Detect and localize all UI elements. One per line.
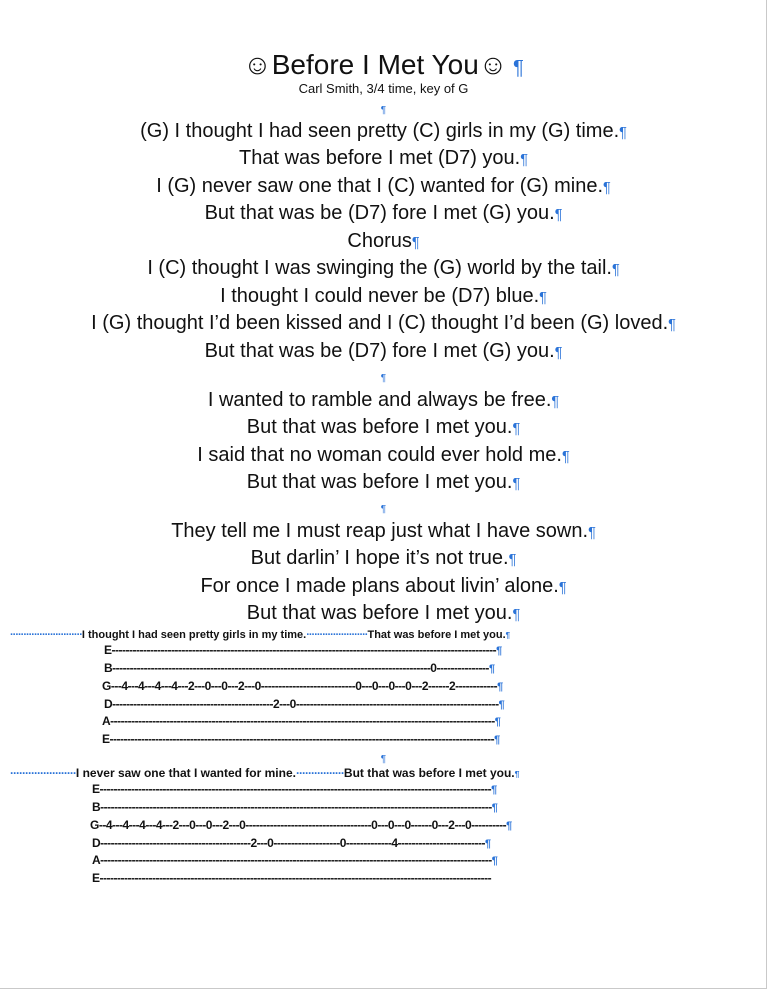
pilcrow-mark: ¶ [496, 645, 502, 657]
song-title [0, 48, 767, 85]
song-subtitle-text: Carl Smith, 3/4 time, key of G [298, 81, 469, 96]
guitar-tab-string: D-------------------------------------------2---0-------------------0-------------4-------------------------¶ [92, 836, 491, 850]
song-title-text: Before I Met You [271, 49, 479, 80]
smiley-icon: ☺ [478, 49, 508, 80]
lyric-line: I said that no woman could ever hold me.¶ [197, 444, 570, 466]
guitar-tab-string: B----------------------------------------------------------------------------------------------------------------¶ [92, 800, 498, 814]
lyric-line: I thought I could never be (D7) blue.¶ [220, 285, 547, 307]
pilcrow-mark: ¶ [411, 235, 420, 251]
lyric-line: But that was before I met you.¶ [246, 602, 521, 624]
pilcrow-mark: ¶ [494, 734, 500, 746]
pilcrow-mark: ¶ [488, 663, 495, 675]
pilcrow-mark: ¶ [539, 290, 547, 306]
pilcrow-mark: ¶ [554, 345, 563, 361]
pilcrow-mark: ¶ [491, 855, 498, 867]
tab-leader: ······················ [10, 766, 76, 780]
pilcrow-mark: ¶ [603, 180, 611, 196]
lyric-line: I (C) thought I was swinging the (G) world by the tail.¶ [147, 257, 620, 279]
pilcrow-mark: ¶ [497, 681, 503, 693]
guitar-tab-string: E--------------------------------------------------------------------------------------------------------------¶ [102, 732, 500, 746]
blank-paragraph [0, 368, 767, 387]
pilcrow-mark: ¶ [512, 421, 521, 437]
pilcrow-mark: ¶ [619, 125, 627, 141]
guitar-tab-string: A--------------------------------------------------------------------------------------------------------------¶ [102, 714, 501, 728]
lyric-line: But that was before I met you.¶ [246, 416, 521, 438]
tab-leader: ··························· [10, 629, 82, 641]
tab-leader: ················ [295, 766, 344, 780]
pilcrow-mark: ¶ [512, 607, 521, 623]
pilcrow-mark: ¶ [520, 152, 528, 168]
blank-paragraph [0, 499, 767, 518]
pilcrow-mark: ¶ [505, 631, 511, 640]
lyric-line: But that was be (D7) fore I met (G) you.¶ [204, 340, 563, 362]
pilcrow-mark: ¶ [380, 504, 387, 515]
guitar-tab-string: E---------------------------------------------------------------------------------------------------------------- [92, 871, 492, 885]
guitar-tab-string: B-------------------------------------------------------------------------------------------0---------------¶ [104, 661, 495, 675]
song-subtitle [0, 81, 767, 97]
pilcrow-mark: ¶ [491, 784, 497, 796]
guitar-tab-string: E----------------------------------------------------------------------------------------------------------------¶ [92, 782, 497, 796]
smiley-icon: ☺ [243, 49, 272, 80]
lyric-line: I (G) thought I’d been kissed and I (C) thought I’d been (G) loved.¶ [91, 312, 676, 334]
pilcrow-mark: ¶ [508, 552, 517, 568]
pilcrow-mark: ¶ [494, 716, 501, 728]
pilcrow-mark: ¶ [498, 699, 505, 711]
pilcrow-mark: ¶ [380, 105, 387, 116]
tab-header: ······················I never saw one that I wanted for mine.················But that was before I met you.¶ [10, 766, 520, 780]
pilcrow-mark: ¶ [588, 525, 596, 541]
lyric-line: But that was before I met you.¶ [246, 471, 521, 493]
pilcrow-mark: ¶ [506, 820, 512, 832]
pilcrow-mark: ¶ [668, 317, 676, 333]
pilcrow-mark: ¶ [514, 769, 520, 779]
lyric-line: But darlin’ I hope it’s not true.¶ [250, 547, 517, 569]
tab-header: ···························I thought I had seen pretty girls in my time.·······················That was before I met you.¶ [10, 629, 511, 641]
pilcrow-mark: ¶ [554, 207, 563, 223]
lyric-line: That was before I met (D7) you.¶ [239, 147, 528, 169]
pilcrow-mark: ¶ [380, 373, 387, 384]
pilcrow-mark: ¶ [558, 580, 567, 596]
pilcrow-mark: ¶ [507, 57, 524, 79]
lyric-line: They tell me I must reap just what I have sown.¶ [171, 520, 596, 542]
guitar-tab-string: G---4---4---4---4---2---0---0---2---0---------------------------0---0---0---0---2------2------------¶ [102, 679, 503, 693]
lyric-line: For once I made plans about livin’ alone.¶ [200, 575, 567, 597]
pilcrow-mark: ¶ [611, 262, 620, 278]
pilcrow-mark: ¶ [512, 476, 521, 492]
pilcrow-mark: ¶ [561, 449, 570, 465]
pilcrow-mark: ¶ [551, 394, 560, 410]
lyric-line: (G) I thought I had seen pretty (C) girls in my (G) time.¶ [140, 120, 627, 142]
guitar-tab-string: G--4---4---4---4---2---0---0---2---0------------------------------------0---0---0------0---2---0----------¶ [90, 818, 512, 832]
lyric-line: I wanted to ramble and always be free.¶ [207, 389, 560, 411]
tab-leader: ······················· [306, 629, 368, 641]
lyric-line: But that was be (D7) fore I met (G) you.¶ [204, 202, 563, 224]
guitar-tab-string: D----------------------------------------------2---0----------------------------------------------------------¶ [104, 697, 505, 711]
chorus-label: Chorus¶ [347, 230, 420, 252]
guitar-tab-string: A----------------------------------------------------------------------------------------------------------------¶ [92, 853, 498, 867]
guitar-tab-string: E--------------------------------------------------------------------------------------------------------------¶ [104, 643, 502, 657]
pilcrow-mark: ¶ [484, 838, 491, 850]
pilcrow-mark: ¶ [380, 754, 387, 765]
lyric-line: I (G) never saw one that I (C) wanted for (G) mine.¶ [156, 175, 611, 197]
pilcrow-mark: ¶ [491, 802, 498, 814]
blank-paragraph [0, 100, 767, 119]
